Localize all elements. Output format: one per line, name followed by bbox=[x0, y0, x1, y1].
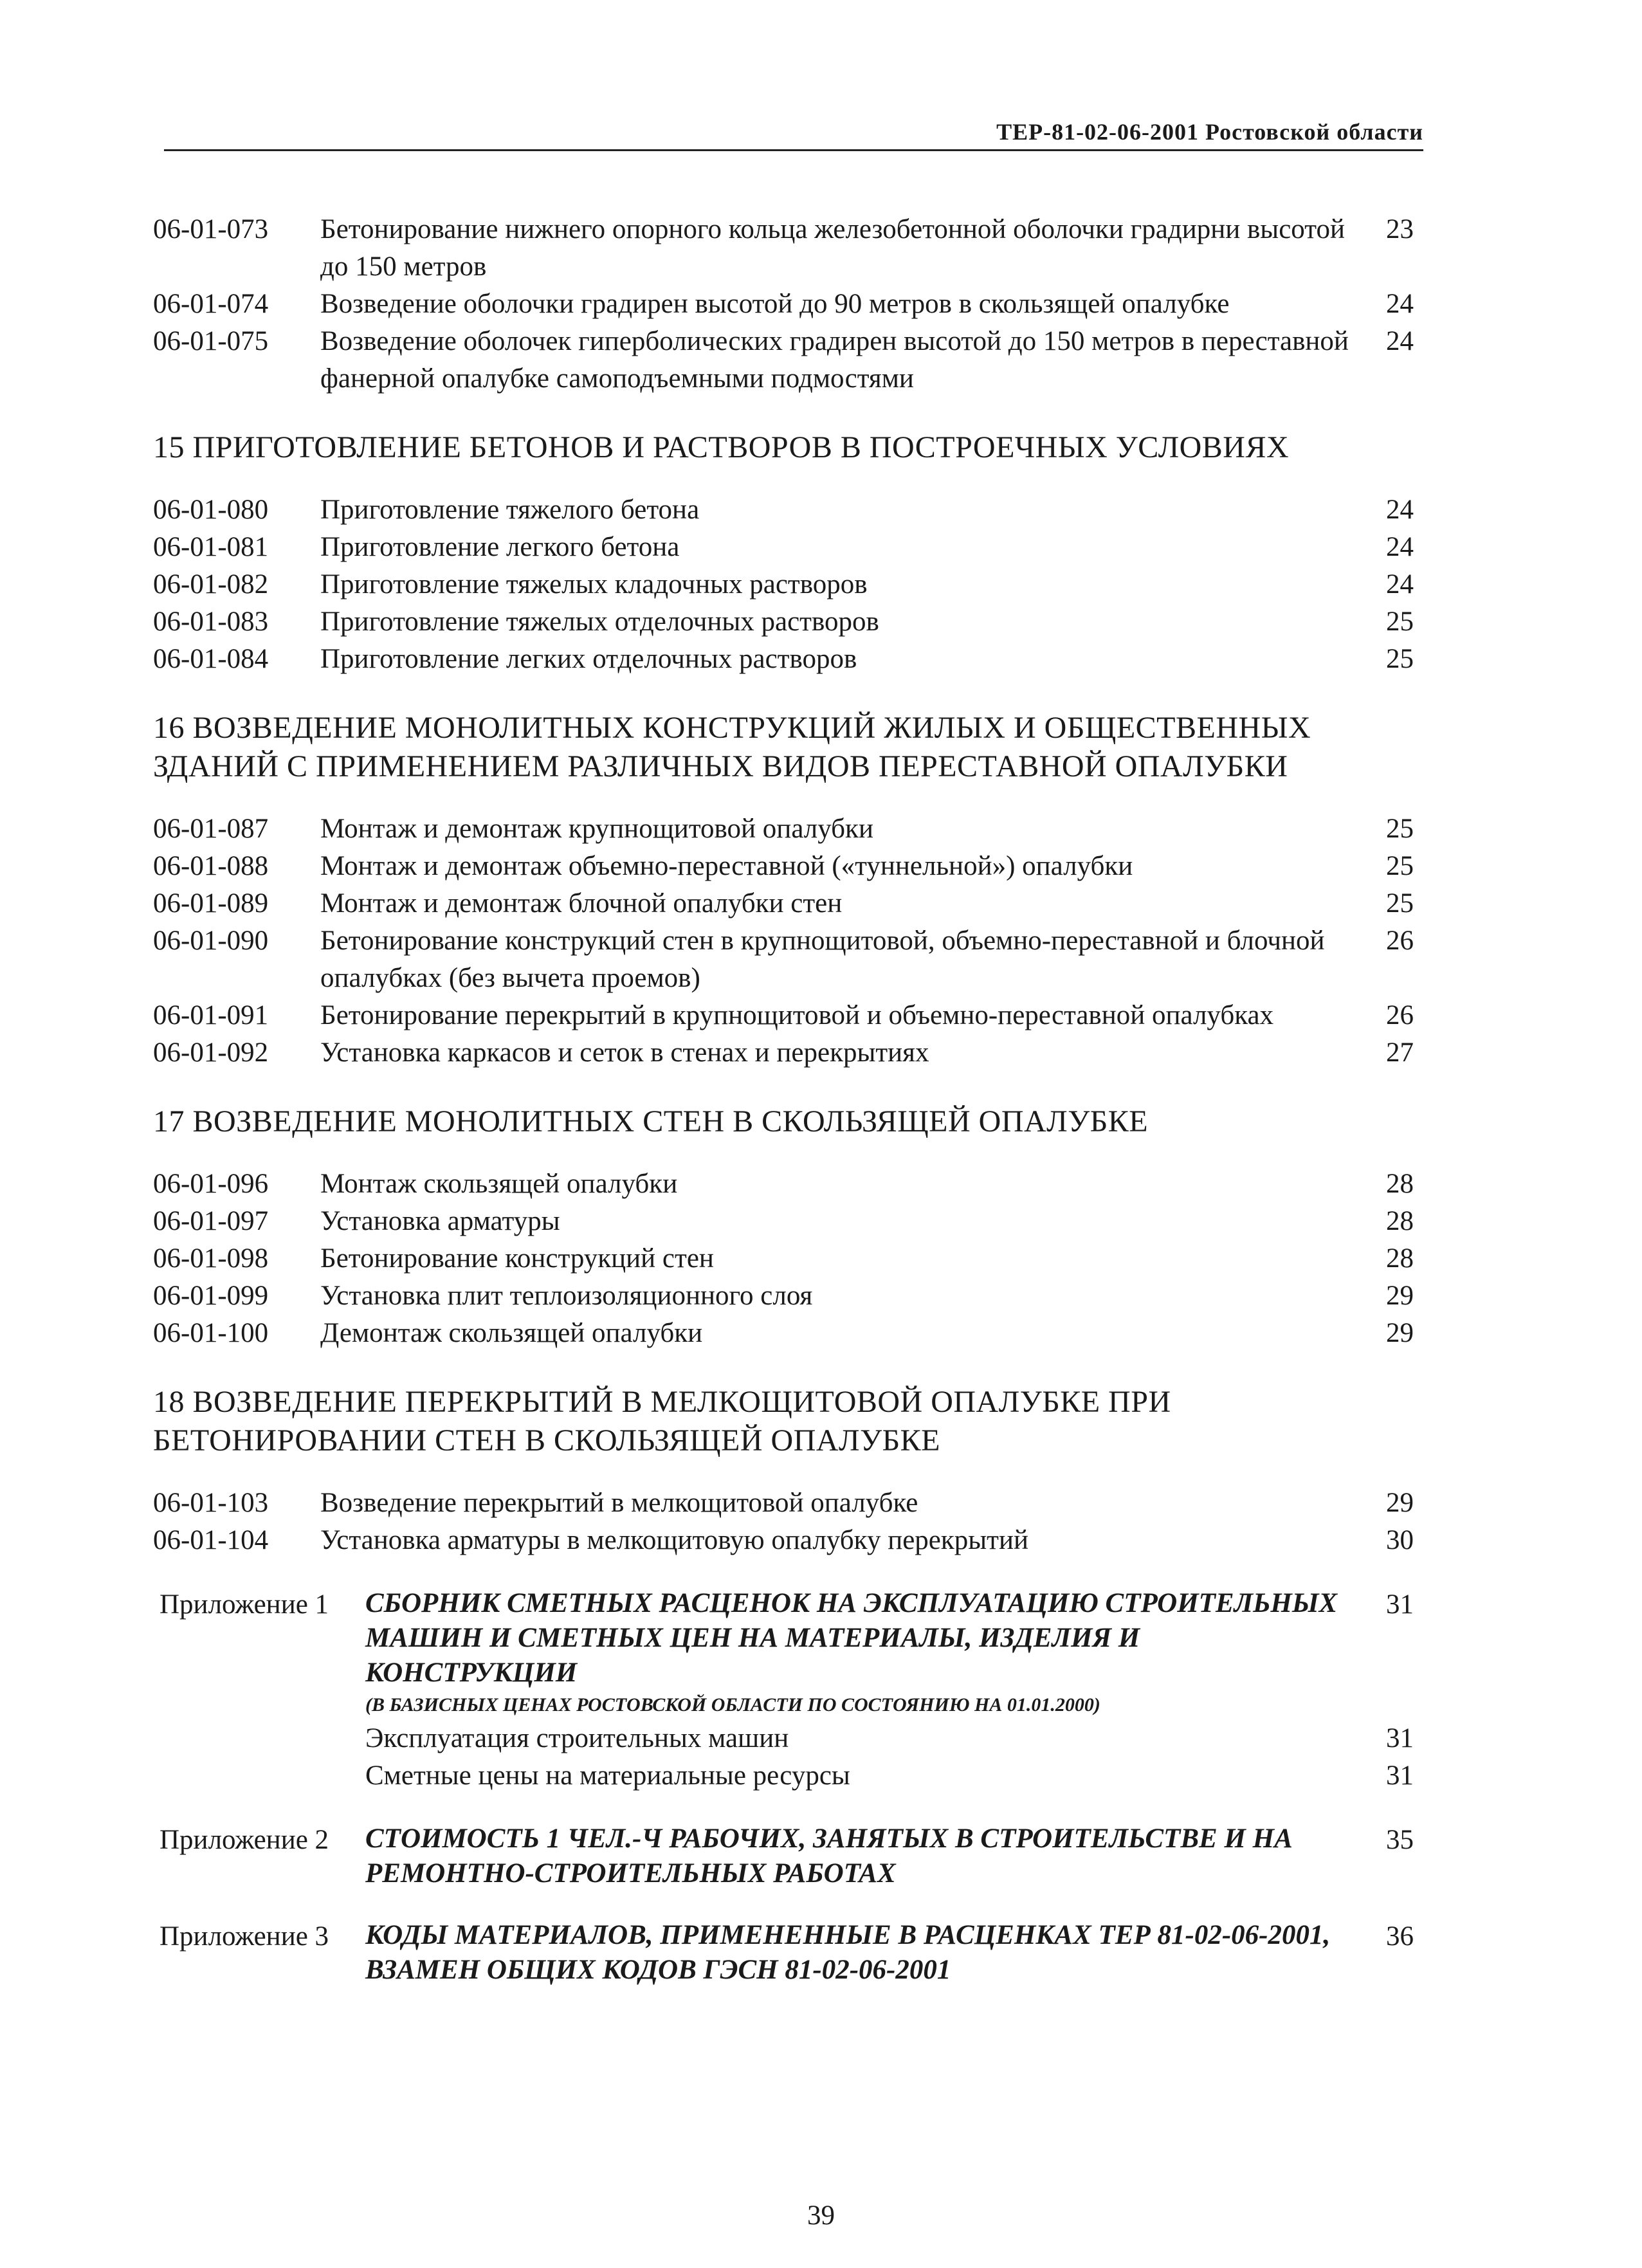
appendix-body bbox=[365, 1918, 1375, 1988]
toc-entry bbox=[153, 1315, 1414, 1352]
appendix-title: СТОИМОСТЬ 1 ЧЕЛ.-Ч РАБОЧИХ, ЗАНЯТЫХ В СТРОИТЕЛЬСТВЕ И НА РЕМОНТНО-СТРОИТЕЛЬНЫХ РАБОТАХ bbox=[365, 1824, 1293, 1888]
appendix-note: (В БАЗИСНЫХ ЦЕНАХ РОСТОВСКОЙ ОБЛАСТИ ПО СОСТОЯНИЮ НА 01.01.2000) bbox=[365, 1694, 1100, 1715]
toc-entry bbox=[153, 211, 1414, 286]
entry-title: Возведение оболочек гиперболических градирен высотой до 150 метров в переставной фанерной опалубке самоподъемными подмостями bbox=[320, 326, 1349, 394]
entry-code: 06-01-075 bbox=[153, 326, 269, 356]
toc-entry bbox=[153, 1485, 1414, 1522]
entry-page: 29 bbox=[1386, 1488, 1414, 1518]
appendix-body bbox=[365, 1822, 1375, 1891]
appendix-page: 36 bbox=[1386, 1921, 1414, 1952]
entry-page: 30 bbox=[1386, 1525, 1414, 1555]
subitem-page: 31 bbox=[1386, 1723, 1414, 1753]
entry-title: Монтаж и демонтаж блочной опалубки стен bbox=[320, 888, 843, 919]
toc-entry bbox=[153, 323, 1414, 398]
section-heading: 18 ВОЗВЕДЕНИЕ ПЕРЕКРЫТИЙ В МЕЛКОЩИТОВОЙ ОПАЛУБКЕ ПРИ БЕТОНИРОВАНИИ СТЕН В СКОЛЬЗЯЩЕЙ ОПАЛУБКЕ bbox=[153, 1385, 1171, 1458]
entry-page: 24 bbox=[1386, 326, 1414, 356]
entry-code: 06-01-097 bbox=[153, 1206, 269, 1236]
subitem-page: 31 bbox=[1386, 1760, 1414, 1791]
appendix-entry bbox=[153, 1586, 1414, 1795]
entry-title: Монтаж и демонтаж крупнощитовой опалубки bbox=[320, 814, 873, 844]
toc-group bbox=[153, 211, 1414, 398]
toc-entry bbox=[153, 603, 1414, 641]
toc-entry bbox=[153, 1034, 1414, 1072]
appendix-page: 35 bbox=[1386, 1825, 1414, 1855]
toc-entry bbox=[153, 922, 1414, 997]
toc-entry bbox=[153, 848, 1414, 885]
entry-page: 29 bbox=[1386, 1318, 1414, 1348]
entry-code: 06-01-091 bbox=[153, 1000, 269, 1030]
toc-group bbox=[153, 1102, 1414, 1352]
entry-code: 06-01-092 bbox=[153, 1038, 269, 1068]
entry-code: 06-01-104 bbox=[153, 1525, 269, 1555]
entry-title: Бетонирование перекрытий в крупнощитовой и объемно-переставной опалубках bbox=[320, 1000, 1274, 1030]
running-header bbox=[164, 109, 1423, 151]
entry-page: 27 bbox=[1386, 1038, 1414, 1068]
entry-title: Приготовление легкого бетона bbox=[320, 532, 680, 562]
entry-code: 06-01-074 bbox=[153, 289, 269, 319]
appendix-subitem bbox=[365, 1720, 1414, 1757]
entry-code: 06-01-073 bbox=[153, 214, 269, 244]
page-number: 39 bbox=[807, 2200, 835, 2231]
toc-entry bbox=[153, 1277, 1414, 1315]
section-heading: 17 ВОЗВЕДЕНИЕ МОНОЛИТНЫХ СТЕН В СКОЛЬЗЯЩЕЙ ОПАЛУБКЕ bbox=[153, 1104, 1149, 1139]
entry-page: 25 bbox=[1386, 814, 1414, 844]
appendix-label: Приложение 2 bbox=[160, 1825, 329, 1855]
toc-group bbox=[153, 709, 1414, 1072]
entry-code: 06-01-098 bbox=[153, 1243, 269, 1274]
appendix-title: СБОРНИК СМЕТНЫХ РАСЦЕНОК НА ЭКСПЛУАТАЦИЮ СТРОИТЕЛЬНЫХ МАШИН И СМЕТНЫХ ЦЕН НА МАТЕРИАЛЫ, ИЗДЕЛИЯ И КОНСТРУКЦИИ bbox=[365, 1588, 1338, 1688]
entry-code: 06-01-103 bbox=[153, 1488, 269, 1518]
entry-title: Монтаж и демонтаж объемно-переставной («туннельной») опалубки bbox=[320, 851, 1133, 881]
entry-page: 26 bbox=[1386, 926, 1414, 956]
entry-code: 06-01-084 bbox=[153, 644, 269, 674]
appendix-body bbox=[365, 1586, 1414, 1795]
toc-entry bbox=[153, 885, 1414, 922]
subitem-title: Сметные цены на материальные ресурсы bbox=[365, 1760, 850, 1791]
entry-code: 06-01-087 bbox=[153, 814, 269, 844]
appendix-label: Приложение 1 bbox=[160, 1589, 329, 1620]
entry-title: Установка арматуры bbox=[320, 1206, 560, 1236]
entry-page: 26 bbox=[1386, 1000, 1414, 1030]
entry-page: 24 bbox=[1386, 532, 1414, 562]
entry-code: 06-01-083 bbox=[153, 607, 269, 637]
toc-entry bbox=[153, 1203, 1414, 1240]
entry-code: 06-01-082 bbox=[153, 569, 269, 599]
entry-code: 06-01-081 bbox=[153, 532, 269, 562]
entry-code: 06-01-088 bbox=[153, 851, 269, 881]
toc-entry bbox=[153, 1522, 1414, 1559]
entry-title: Монтаж скользящей опалубки bbox=[320, 1169, 678, 1199]
section-heading: 15 ПРИГОТОВЛЕНИЕ БЕТОНОВ И РАСТВОРОВ В ПОСТРОЕЧНЫХ УСЛОВИЯХ bbox=[153, 430, 1290, 464]
entry-page: 28 bbox=[1386, 1169, 1414, 1199]
appendix-entry bbox=[153, 1822, 1414, 1891]
entry-code: 06-01-089 bbox=[153, 888, 269, 919]
entry-page: 25 bbox=[1386, 644, 1414, 674]
entry-title: Установка каркасов и сеток в стенах и перекрытиях bbox=[320, 1038, 929, 1068]
entry-page: 24 bbox=[1386, 289, 1414, 319]
toc-entry bbox=[153, 997, 1414, 1034]
subitem-title: Эксплуатация строительных машин bbox=[365, 1723, 789, 1753]
toc-entry bbox=[153, 286, 1414, 323]
entry-title: Возведение оболочки градирен высотой до 90 метров в скользящей опалубке bbox=[320, 289, 1230, 319]
entry-code: 06-01-090 bbox=[153, 926, 269, 956]
appendix-title: КОДЫ МАТЕРИАЛОВ, ПРИМЕНЕННЫЕ В РАСЦЕНКАХ ТЕР 81-02-06-2001, ВЗАМЕН ОБЩИХ КОДОВ ГЭСН 81-02-06-2001 bbox=[365, 1920, 1331, 1985]
toc-entry bbox=[153, 810, 1414, 848]
entry-code: 06-01-096 bbox=[153, 1169, 269, 1199]
entry-title: Бетонирование конструкций стен в крупнощитовой, объемно-переставной и блочной опалубках (без вычета проемов) bbox=[320, 926, 1325, 993]
entry-page: 25 bbox=[1386, 851, 1414, 881]
entry-title: Приготовление тяжелых отделочных растворов bbox=[320, 607, 879, 637]
section-heading: 16 ВОЗВЕДЕНИЕ МОНОЛИТНЫХ КОНСТРУКЦИЙ ЖИЛЫХ И ОБЩЕСТВЕННЫХ ЗДАНИЙ С ПРИМЕНЕНИЕМ РАЗЛИЧНЫХ ВИДОВ ПЕРЕСТАВНОЙ ОПАЛУБКИ bbox=[153, 711, 1311, 783]
entry-code: 06-01-099 bbox=[153, 1281, 269, 1311]
entry-page: 28 bbox=[1386, 1206, 1414, 1236]
entry-title: Возведение перекрытий в мелкощитовой опалубке bbox=[320, 1488, 918, 1518]
header-title: ТЕР-81-02-06-2001 Ростовской области bbox=[996, 119, 1423, 145]
entry-title: Приготовление тяжелых кладочных растворов bbox=[320, 569, 868, 599]
entry-page: 29 bbox=[1386, 1281, 1414, 1311]
entry-page: 24 bbox=[1386, 495, 1414, 525]
entry-title: Установка плит теплоизоляционного слоя bbox=[320, 1281, 813, 1311]
entry-title: Установка арматуры в мелкощитовую опалубку перекрытий bbox=[320, 1525, 1028, 1555]
toc-entry bbox=[153, 566, 1414, 603]
entry-page: 23 bbox=[1386, 214, 1414, 244]
entry-page: 25 bbox=[1386, 607, 1414, 637]
toc-entry bbox=[153, 529, 1414, 566]
entry-title: Демонтаж скользящей опалубки bbox=[320, 1318, 703, 1348]
appendix-label: Приложение 3 bbox=[160, 1921, 329, 1952]
toc-entry bbox=[153, 1240, 1414, 1277]
entry-page: 25 bbox=[1386, 888, 1414, 919]
entry-code: 06-01-100 bbox=[153, 1318, 269, 1348]
entry-page: 24 bbox=[1386, 569, 1414, 599]
toc-entry bbox=[153, 1166, 1414, 1203]
toc-group bbox=[153, 428, 1414, 678]
appendix-page: 31 bbox=[1386, 1589, 1414, 1620]
entry-code: 06-01-080 bbox=[153, 495, 269, 525]
table-of-contents bbox=[153, 211, 1414, 1988]
entry-title: Бетонирование нижнего опорного кольца железобетонной оболочки градирни высотой до 150 метров bbox=[320, 214, 1345, 282]
entry-title: Приготовление тяжелого бетона bbox=[320, 495, 700, 525]
appendix-entry bbox=[153, 1918, 1414, 1988]
toc-entry bbox=[153, 641, 1414, 678]
entry-page: 28 bbox=[1386, 1243, 1414, 1274]
entry-title: Бетонирование конструкций стен bbox=[320, 1243, 714, 1274]
appendix-subitem bbox=[365, 1757, 1414, 1795]
entry-title: Приготовление легких отделочных растворов bbox=[320, 644, 857, 674]
toc-group bbox=[153, 1383, 1414, 1559]
toc-entry bbox=[153, 491, 1414, 529]
